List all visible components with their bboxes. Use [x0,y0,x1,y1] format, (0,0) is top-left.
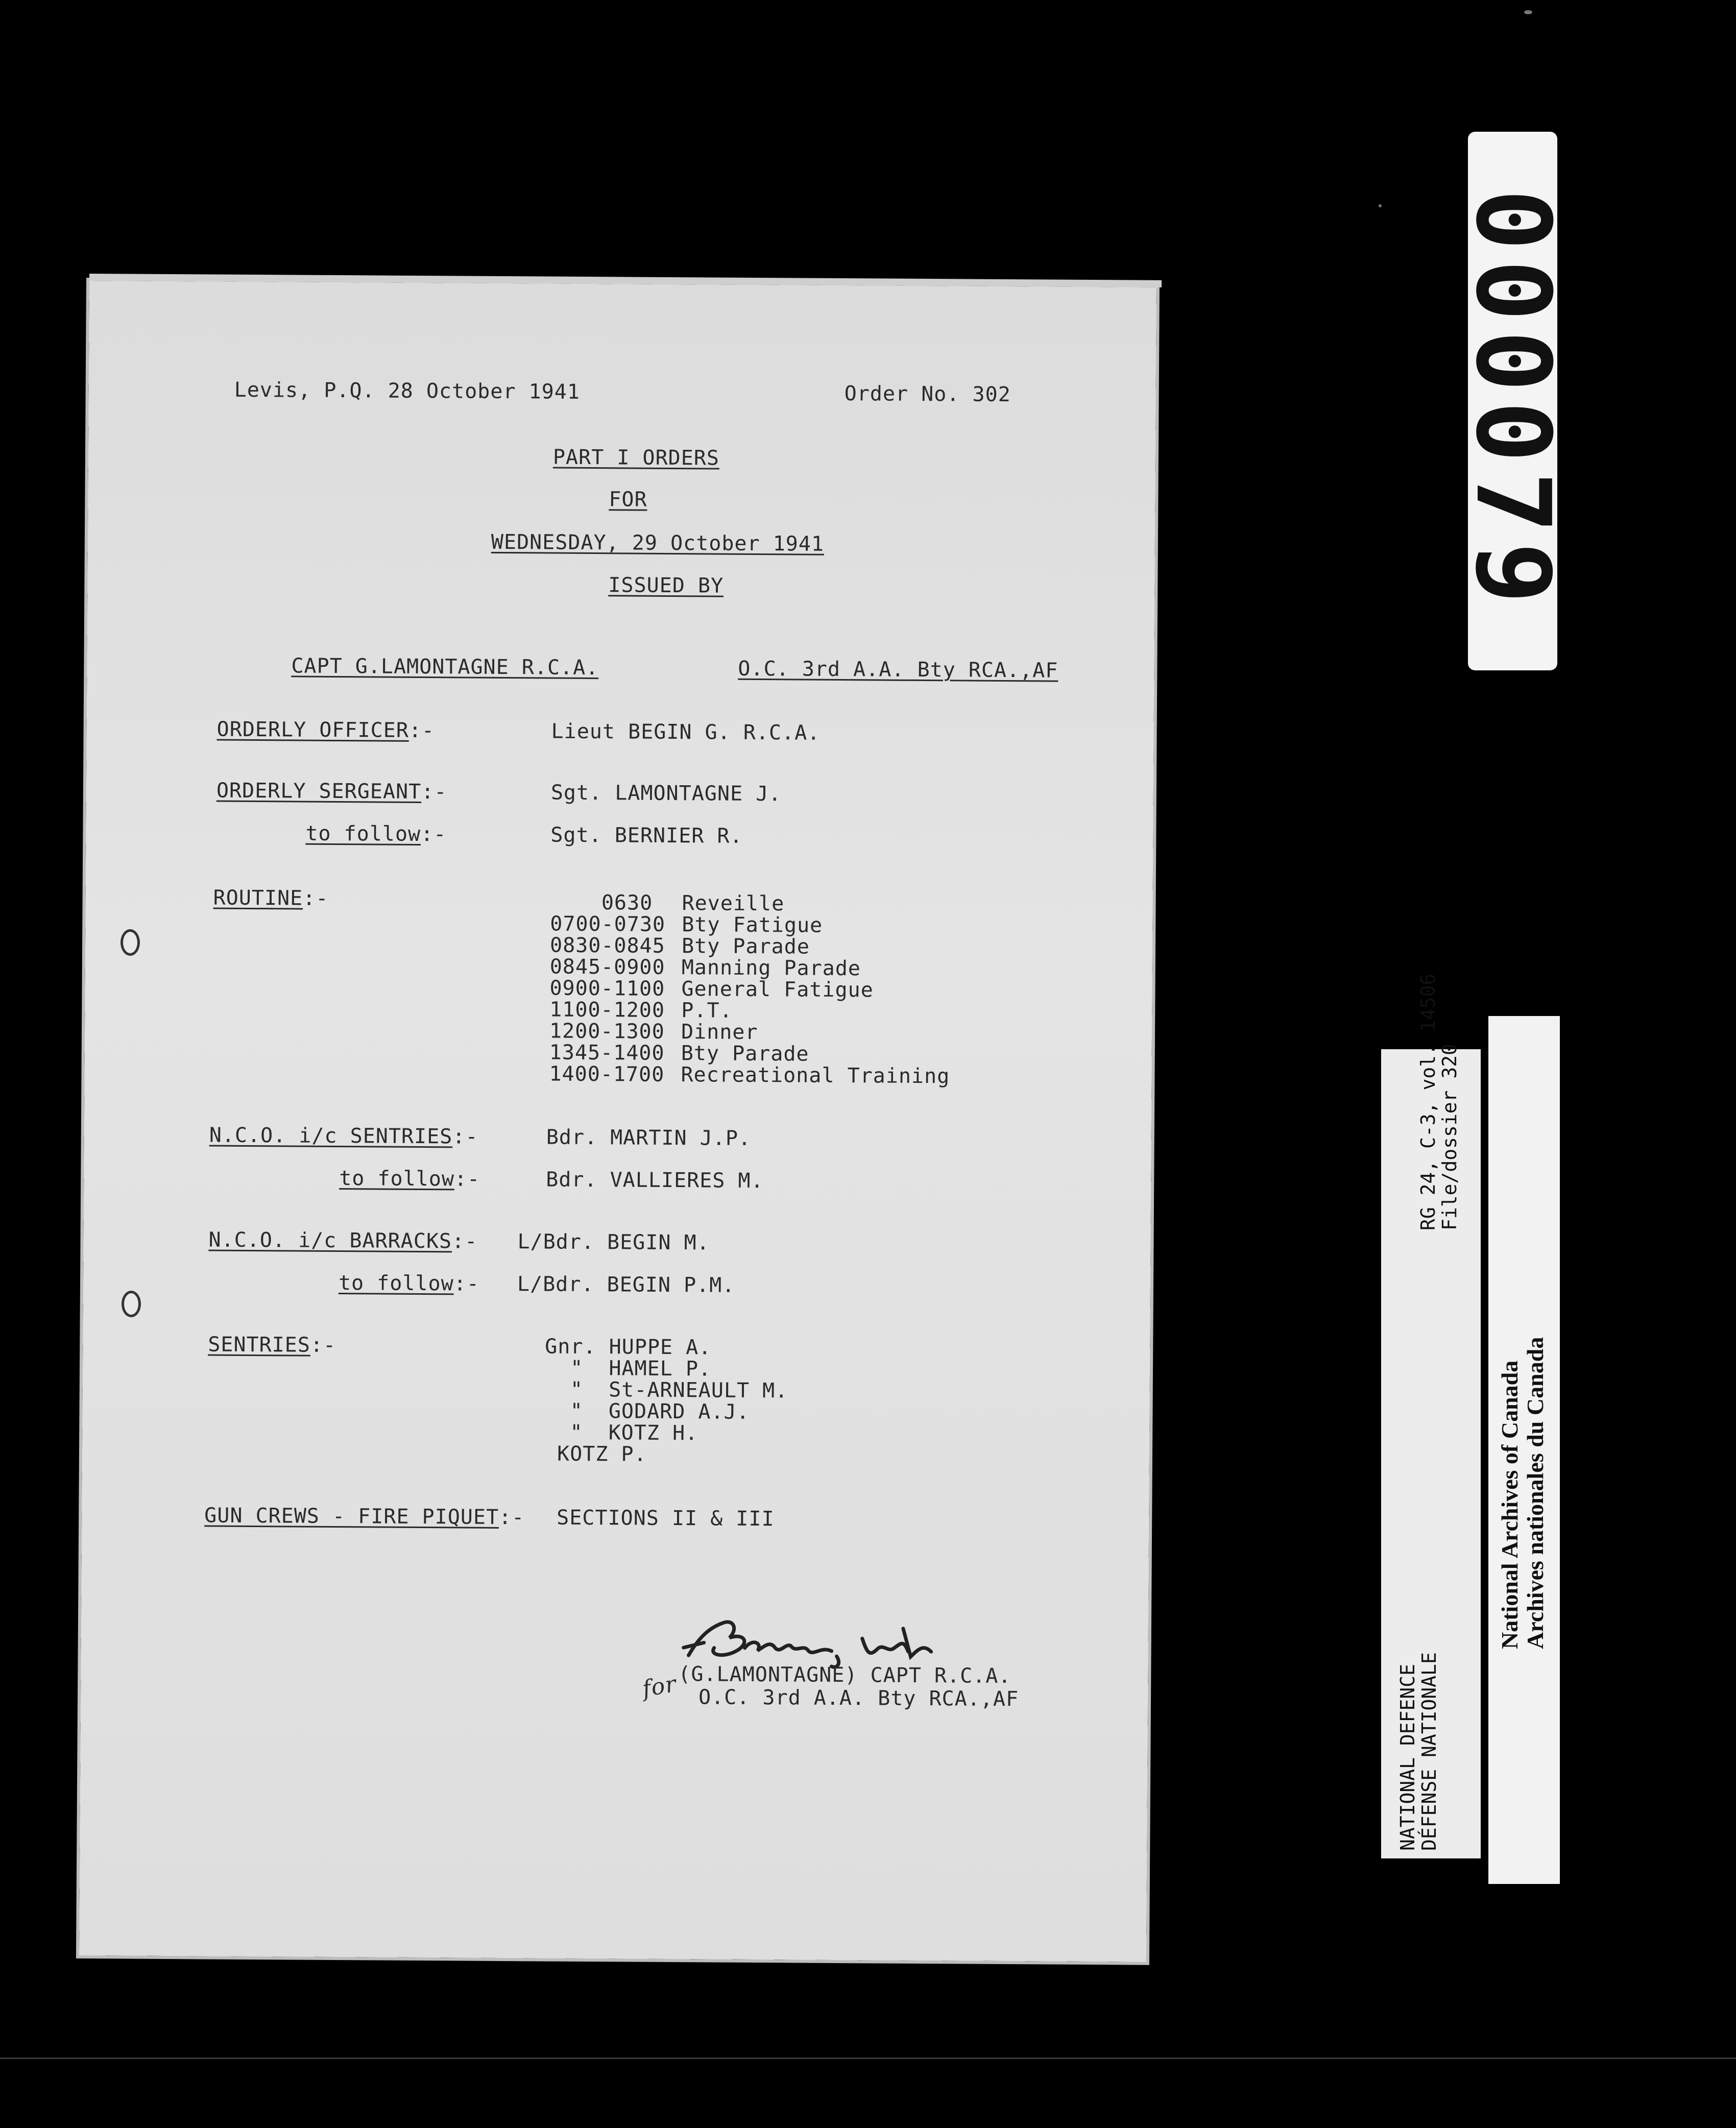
routine-time: 0830-0845 [549,933,665,958]
reel-number: 000079 [1453,189,1572,613]
order-number: Order No. 302 [844,382,1011,407]
signature-command: O.C. 3rd A.A. Bty RCA.,AF [698,1685,1019,1711]
routine-time: 1100-1200 [549,998,665,1022]
department-line2: DÉFENSE NATIONALE [1418,1652,1440,1851]
archive-ref-line2: File/dossier 320 [1438,1043,1461,1230]
film-edge-line [0,2058,1736,2059]
nco-sentries-label: N.C.O. i/c SENTRIES:- [209,1123,478,1149]
nco-sentries-follow-label: to follow:- [339,1167,480,1191]
routine-activity: Manning Parade [681,956,861,981]
nco-barracks-value: L/Bdr. BEGIN M. [517,1230,710,1255]
sentry-name: " GODARD A.J. [544,1399,750,1424]
orderly-officer-label: ORDERLY OFFICER:- [216,717,435,743]
reel-number-label [1453,132,1572,670]
routine-time: 1200-1300 [549,1019,665,1044]
routine-time: 0700-0730 [550,912,666,936]
sentry-name: KOTZ P. [544,1442,647,1466]
punch-hole [120,929,140,956]
document-page [79,281,1156,1962]
nco-sentries-value: Bdr. MARTIN J.P. [546,1125,752,1150]
sentry-name: " HAMEL P. [544,1356,712,1381]
archives-english: National Archives of Canada [1497,1360,1523,1649]
place-date: Levis, P.Q. 28 October 1941 [234,378,581,404]
routine-activity: Bty Parade [681,1042,809,1066]
routine-time: 1345-1400 [549,1041,665,1065]
routine-activity: Bty Parade [681,934,810,959]
routine-time: 1400-1700 [549,1062,665,1086]
page-edge [89,274,1162,287]
sentry-name: Gnr. HUPPE A. [545,1335,712,1360]
orderly-sergeant-label: ORDERLY SERGEANT:- [216,779,447,804]
gun-crews-value: SECTIONS II & III [557,1506,775,1531]
title-issued-by: ISSUED BY [608,573,724,598]
routine-time: 0900-1100 [549,976,665,1001]
title-date: WEDNESDAY, 29 October 1941 [491,530,825,556]
archives-french: Archives nationales du Canada [1522,1337,1548,1649]
sentry-name: " KOTZ H. [544,1420,698,1445]
nco-barracks-follow-value: L/Bdr. BEGIN P.M. [517,1272,735,1297]
gun-crews-label: GUN CREWS - FIRE PIQUET:- [204,1504,525,1530]
routine-label: ROUTINE:- [213,886,329,910]
title-for: FOR [609,488,647,512]
routine-time: 0630 [550,890,653,915]
archive-reference-strip [1381,973,1481,1858]
nco-barracks-label: N.C.O. i/c BARRACKS:- [208,1228,478,1253]
sentry-name: " St-ARNEAULT M. [544,1377,788,1403]
nco-barracks-follow-label: to follow:- [338,1271,480,1296]
routine-activity: Reveille [682,891,785,916]
routine-activity: Recreational Training [681,1063,950,1089]
routine-activity: Dinner [681,1020,758,1045]
archive-ref-line1: RG 24, C-3, vol. 14506 [1417,973,1439,1230]
department-line1: NATIONAL DEFENCE [1396,1663,1419,1851]
national-archives-strip [1488,1016,1560,1884]
signature-for: for [640,1671,679,1703]
title-part-i-orders: PART I ORDERS [552,445,720,470]
routine-activity: Bty Fatigue [682,913,823,937]
routine-activity: P.T. [681,999,733,1023]
routine-time: 0845-0900 [549,955,665,979]
orderly-sergeant-follow-label: to follow:- [305,821,447,847]
film-speck [1379,204,1382,207]
orderly-officer-value: Lieut BEGIN G. R.C.A. [551,719,821,745]
sentries-label: SENTRIES:- [208,1333,336,1357]
issuer-name: CAPT G.LAMONTAGNE R.C.A. [291,654,599,680]
routine-activity: General Fatigue [681,977,874,1002]
film-speck [1524,10,1532,14]
punch-hole [122,1291,141,1317]
nco-sentries-follow-value: Bdr. VALLIERES M. [546,1168,764,1193]
orderly-sergeant-value: Sgt. LAMONTAGNE J. [550,781,782,806]
orderly-sergeant-follow-value: Sgt. BERNIER R. [550,823,743,848]
issuer-command: O.C. 3rd A.A. Bty RCA.,AF [738,657,1058,683]
signature-name: (G.LAMONTAGNE) CAPT R.C.A. [678,1662,1011,1688]
